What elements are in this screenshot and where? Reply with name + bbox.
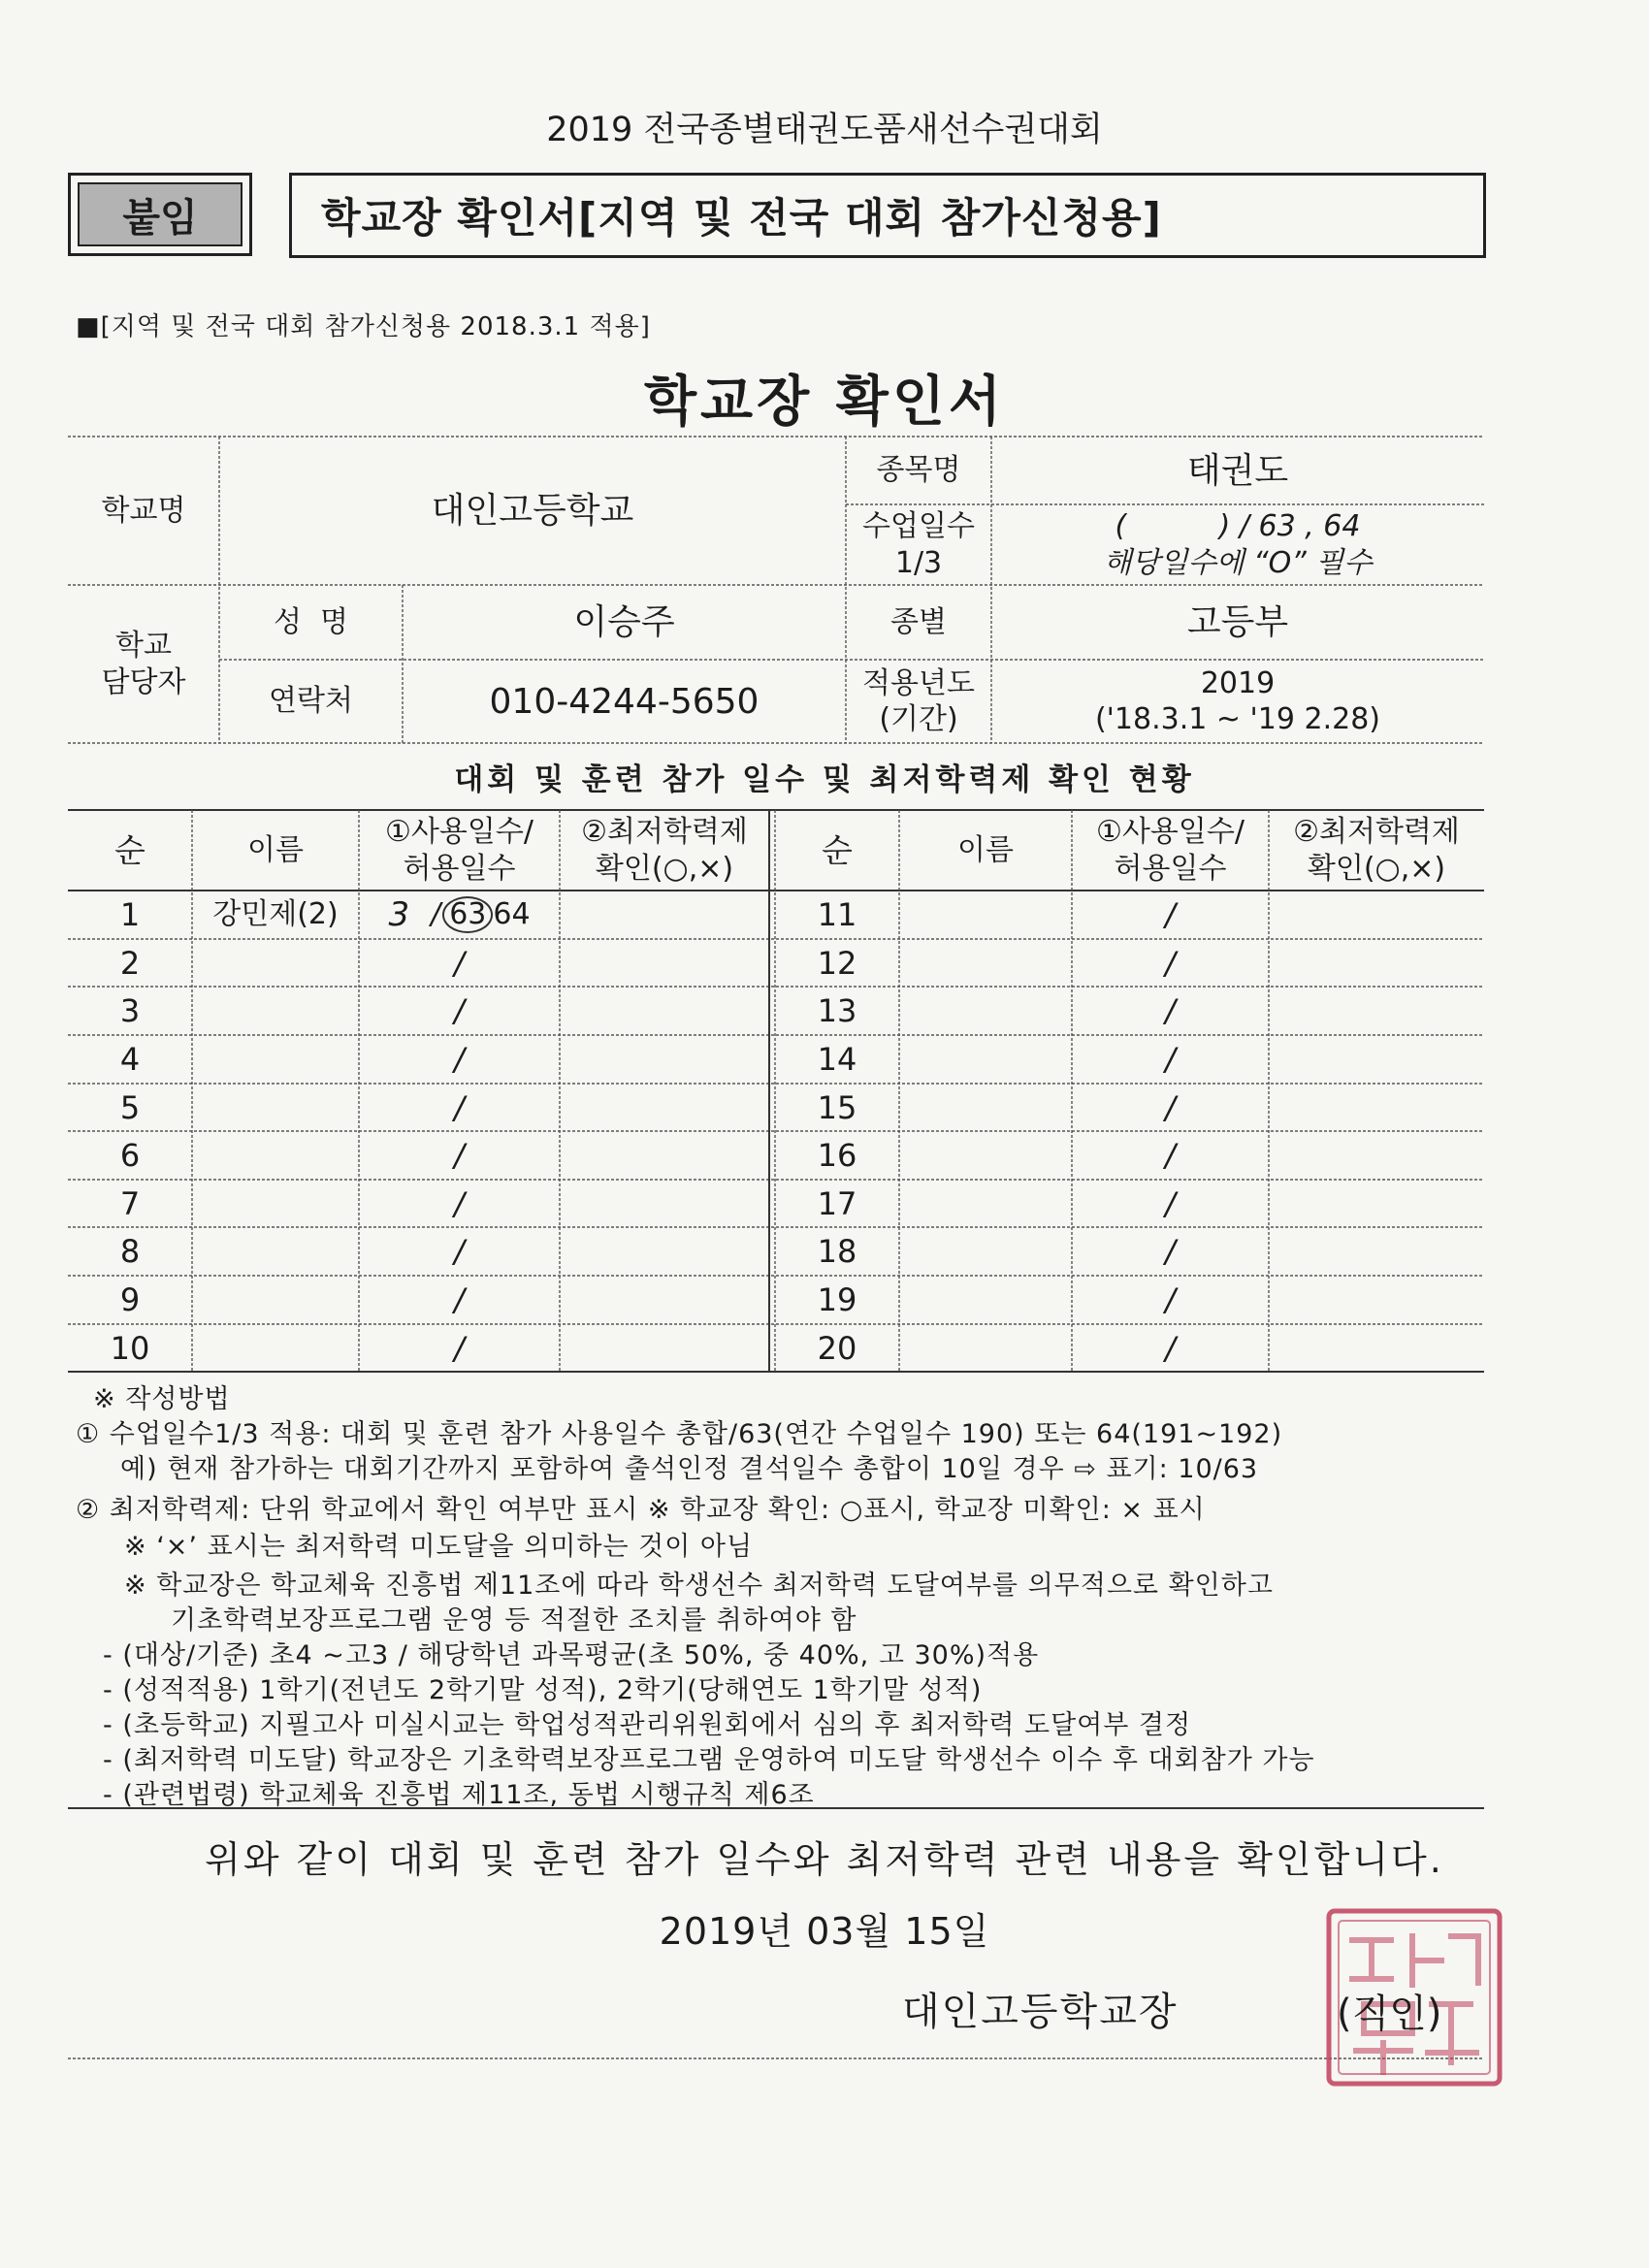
row-slash: /: [1165, 1041, 1176, 1078]
division-label: 종별: [890, 604, 947, 639]
row-number: 18: [817, 1233, 857, 1270]
header-used-line1: ①사용일수/: [385, 815, 534, 849]
row-name: 강민제(2): [212, 897, 339, 932]
row-slash: /: [454, 1184, 465, 1222]
row-slash: /: [1165, 1329, 1176, 1367]
row-slash: /: [454, 1233, 465, 1270]
applied-year-label: [846, 660, 991, 743]
row-slash: /: [454, 1041, 465, 1078]
attach-label: 붙임: [78, 182, 242, 246]
row-number: 5: [119, 1088, 141, 1126]
instruction-target: - (대상/기준) 초4 ~고3 / 해당학년 과목평균(초 50%, 중 40%, 고 30%)적용: [103, 1640, 1040, 1670]
header-used-line2: 허용일수: [1114, 851, 1227, 886]
row-number: 20: [817, 1329, 857, 1367]
instruction-principal-note: ※ 학교장은 학교체육 진흥법 제11조에 따라 학생선수 최저학력 도달여부를 의무적으로 확인하고: [124, 1571, 1274, 1601]
row-number: 6: [119, 1137, 141, 1174]
row-slash: /: [454, 1137, 465, 1174]
staff-label-line2: 담당자: [101, 664, 186, 699]
instruction-law: - (관련법령) 학교체육 진흥법 제11조, 동법 시행규칙 제6조: [103, 1780, 815, 1810]
instruction-elementary: - (초등학교) 지필고사 미실시교는 학업성적관리위원회에서 심의 후 최저학력 도달여부 결정: [103, 1710, 1192, 1740]
participation-section-title: 대회 및 훈련 참가 일수 및 최저학력제 확인 현황: [454, 762, 1195, 797]
school-name-value: 대인고등학교: [431, 491, 634, 531]
confirmation-date: 2019년 03월 15일: [659, 1910, 990, 1953]
row-slash: /: [454, 944, 465, 982]
header-min-line2: 확인(○,×): [595, 851, 734, 886]
header-min-line2: 확인(○,×): [1307, 851, 1446, 886]
header-min-right: [1269, 810, 1484, 891]
row-slash: /: [454, 1088, 465, 1126]
header-min-line1: ②최저학력제: [1293, 815, 1460, 849]
instruction-2: ② 최저학력제: 단위 학교에서 확인 여부만 표시 ※ 학교장 확인: ○표시, 학교장 미확인: × 표시: [76, 1495, 1206, 1525]
contact-value: 010-4244-5650: [489, 681, 760, 722]
row-number: 4: [119, 1041, 141, 1078]
confirmation-statement: 위와 같이 대회 및 훈련 참가 일수와 최저학력 관련 내용을 확인합니다.: [205, 1838, 1444, 1881]
staff-label-line1: 학교: [115, 629, 172, 663]
instruction-not-met: - (최저학력 미도달) 학교장은 기초학력보장프로그램 운영하여 미도달 학생선수 이수 후 대회참가 가능: [103, 1745, 1315, 1775]
instruction-grades: - (성적적용) 1학기(전년도 2학기말 성적), 2학기(당해연도 1학기말 성적): [103, 1675, 983, 1705]
row-number: 1: [119, 896, 141, 933]
row-number: 11: [817, 896, 857, 933]
row-slash: /: [1165, 1088, 1176, 1126]
row-number: 8: [119, 1233, 141, 1270]
allowed-64: 64: [493, 897, 531, 932]
application-note: ■[지역 및 전국 대회 참가신청용 2018.3.1 적용]: [76, 312, 651, 341]
header-no-right: 순: [822, 830, 853, 869]
instruction-1: ① 수업일수1/3 적용: 대회 및 훈련 참가 사용일수 총합/63(연간 수업일수 190) 또는 64(191~192): [76, 1419, 1283, 1449]
row-number: 9: [119, 1281, 141, 1318]
row-number: 19: [817, 1281, 857, 1318]
class-days-label: [846, 504, 991, 585]
row-slash: /: [1165, 896, 1176, 933]
row-number: 14: [817, 1041, 857, 1078]
main-title: 학교장 확인서: [643, 371, 1006, 434]
staff-label: [68, 585, 219, 743]
used-days-value: 3: [388, 894, 410, 934]
used-slash: /: [431, 897, 441, 932]
seal-label: (직인): [1337, 1992, 1442, 2036]
row-number: 2: [119, 944, 141, 982]
row-number: 16: [817, 1137, 857, 1174]
row-number: 15: [817, 1088, 857, 1126]
instruction-1-example: 예) 현재 참가하는 대회기간까지 포함하여 출석인정 결석일수 총합이 10일 경우 ⇨ 표기: 10/63: [120, 1454, 1259, 1484]
allowed-63-circled: 63: [442, 896, 493, 933]
row-slash: /: [1165, 1281, 1176, 1318]
row-number: 10: [110, 1329, 150, 1367]
staff-name-value: 이승주: [573, 602, 675, 642]
class-days-sub-text: 1/3: [894, 545, 943, 580]
row-used-allowed: [359, 891, 560, 939]
school-name-label: 학교명: [101, 493, 186, 528]
instruction-principal-note-cont: 기초학력보장프로그램 운영 등 적절한 조치를 취하여야 함: [171, 1605, 857, 1636]
row-number: 17: [817, 1184, 857, 1222]
class-days-note: 해당일수에 “O” 필수: [1103, 545, 1373, 580]
applied-period-text: ('18.3.1 ~ '19 2.28): [1094, 702, 1381, 736]
contact-label: 연락처: [269, 684, 353, 719]
header-used-right: [1072, 810, 1269, 891]
class-days-fraction: ( ) / 63 , 64: [1115, 509, 1361, 543]
event-title: 2019 전국종별태권도품새선수권대회: [546, 111, 1103, 149]
principal-title: 대인고등학교장: [902, 1990, 1179, 2034]
row-slash: /: [1165, 944, 1176, 982]
header-no-left: 순: [114, 830, 146, 869]
header-used-left: [359, 810, 560, 891]
sport-value: 태권도: [1186, 450, 1289, 491]
row-slash: /: [1165, 1233, 1176, 1270]
header-min-left: [560, 810, 769, 891]
class-days-label-text: 수업일수: [862, 509, 975, 543]
header-min-line1: ②최저학력제: [581, 815, 748, 849]
row-slash: /: [1165, 992, 1176, 1029]
row-slash: /: [454, 992, 465, 1029]
row-number: 13: [817, 992, 857, 1029]
row-number: 7: [119, 1184, 141, 1222]
division-value: 고등부: [1186, 602, 1289, 642]
row-slash: /: [1165, 1184, 1176, 1222]
header-name-left: 이름: [247, 832, 304, 867]
form-title: 학교장 확인서[지역 및 전국 대회 참가신청용]: [289, 173, 1486, 258]
row-slash: /: [1165, 1137, 1176, 1174]
applied-year-sub-text: (기간): [879, 702, 958, 736]
row-number: 12: [817, 944, 857, 982]
instructions-heading: ※ 작성방법: [93, 1384, 231, 1414]
sport-label: 종목명: [876, 453, 961, 488]
staff-name-label: 성 명: [273, 604, 349, 639]
applied-year-text: 2019: [1200, 665, 1276, 700]
row-slash: /: [454, 1281, 465, 1318]
instruction-x-note: ※ ‘×’ 표시는 최저학력 미도달을 의미하는 것이 아님: [124, 1532, 754, 1562]
row-slash: /: [454, 1329, 465, 1367]
row-number: 3: [119, 992, 141, 1029]
header-used-line2: 허용일수: [403, 851, 516, 886]
class-days-value: [991, 504, 1484, 585]
applied-year-label-text: 적용년도: [862, 665, 975, 700]
header-used-line1: ①사용일수/: [1096, 815, 1245, 849]
applied-year-value: [991, 660, 1484, 743]
header-name-right: 이름: [957, 832, 1014, 867]
